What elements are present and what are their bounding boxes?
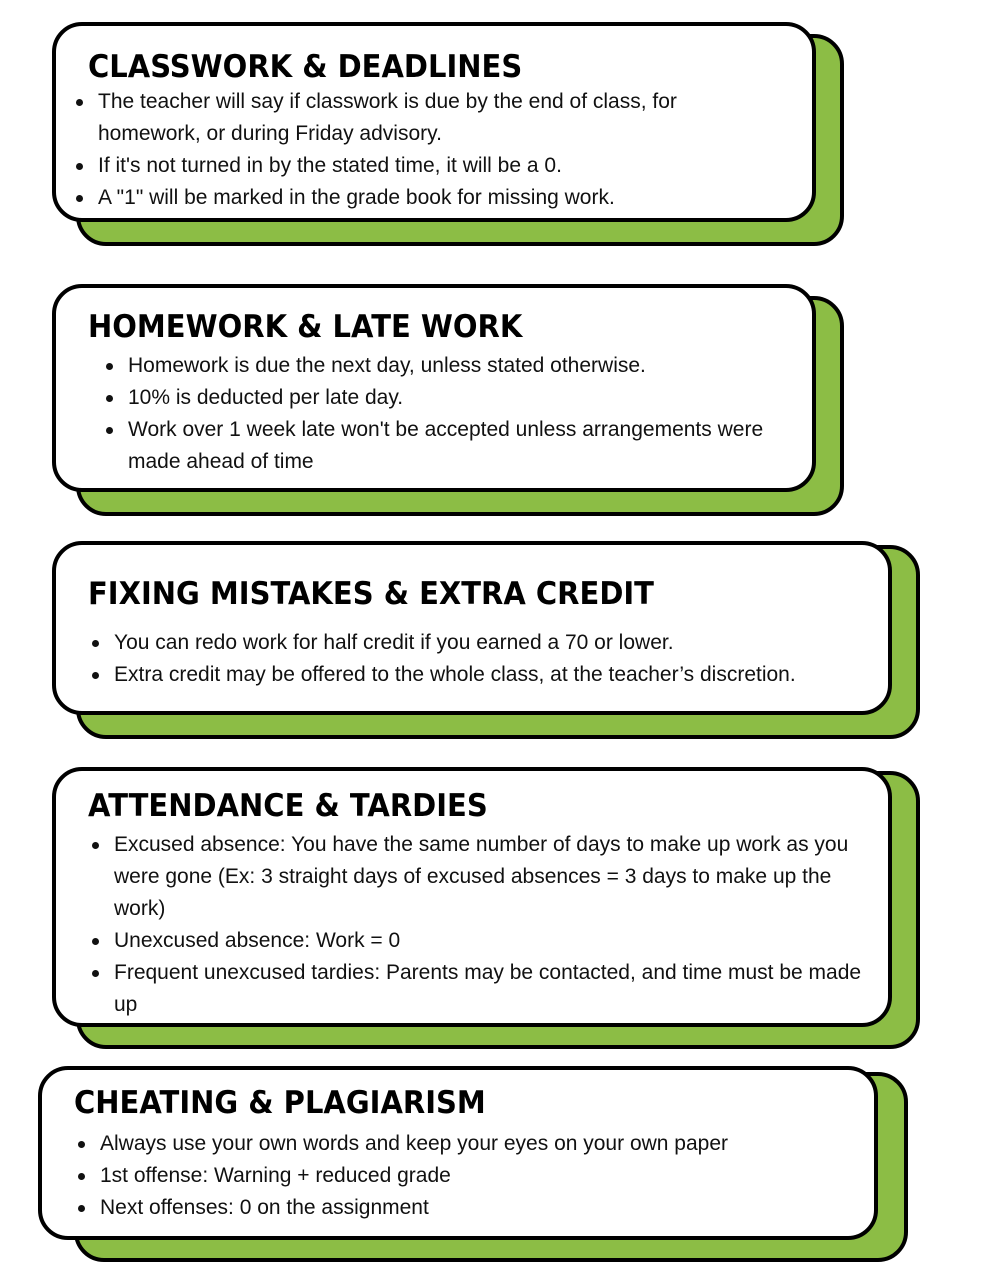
list-item: If it's not turned in by the stated time, it will be a 0. — [76, 150, 776, 182]
list-item: Excused absence: You have the same number of days to make up work as you were gone (Ex: 3 straight days of excused absences = 3 days to make up the work) — [92, 829, 882, 925]
bullet-list — [78, 1128, 868, 1224]
bullet-list — [92, 627, 882, 691]
list-item: A "1" will be marked in the grade book for missing work. — [76, 182, 776, 214]
section-title: FIXING MISTAKES & EXTRA CREDIT — [88, 575, 654, 612]
card-panel — [52, 767, 892, 1027]
bullet-list — [76, 86, 776, 214]
list-item: You can redo work for half credit if you earned a 70 or lower. — [92, 627, 882, 659]
list-item: 10% is deducted per late day. — [106, 382, 786, 414]
policy-card-extra-credit — [52, 541, 920, 739]
list-item: Always use your own words and keep your eyes on your own paper — [78, 1128, 868, 1160]
bullet-list — [106, 350, 786, 478]
section-title: HOMEWORK & LATE WORK — [88, 308, 523, 345]
policy-card-homework — [52, 284, 844, 516]
section-title: ATTENDANCE & TARDIES — [88, 787, 488, 824]
section-title: CHEATING & PLAGIARISM — [74, 1084, 486, 1121]
bullet-list — [92, 829, 882, 1021]
card-panel — [52, 22, 816, 222]
policy-card-classwork — [52, 22, 844, 246]
list-item: Frequent unexcused tardies: Parents may be contacted, and time must be made up — [92, 957, 882, 1021]
list-item: Work over 1 week late won't be accepted unless arrangements were made ahead of time — [106, 414, 786, 478]
card-panel — [52, 284, 816, 492]
card-panel — [52, 541, 892, 715]
section-title: CLASSWORK & DEADLINES — [88, 48, 523, 85]
policy-card-cheating — [38, 1066, 908, 1262]
list-item: 1st offense: Warning + reduced grade — [78, 1160, 868, 1192]
list-item: Homework is due the next day, unless stated otherwise. — [106, 350, 786, 382]
list-item: Next offenses: 0 on the assignment — [78, 1192, 868, 1224]
policy-card-attendance — [52, 767, 920, 1049]
list-item: Extra credit may be offered to the whole class, at the teacher’s discretion. — [92, 659, 882, 691]
list-item: Unexcused absence: Work = 0 — [92, 925, 882, 957]
list-item: The teacher will say if classwork is due by the end of class, for homework, or during Friday advisory. — [76, 86, 776, 150]
card-panel — [38, 1066, 878, 1240]
